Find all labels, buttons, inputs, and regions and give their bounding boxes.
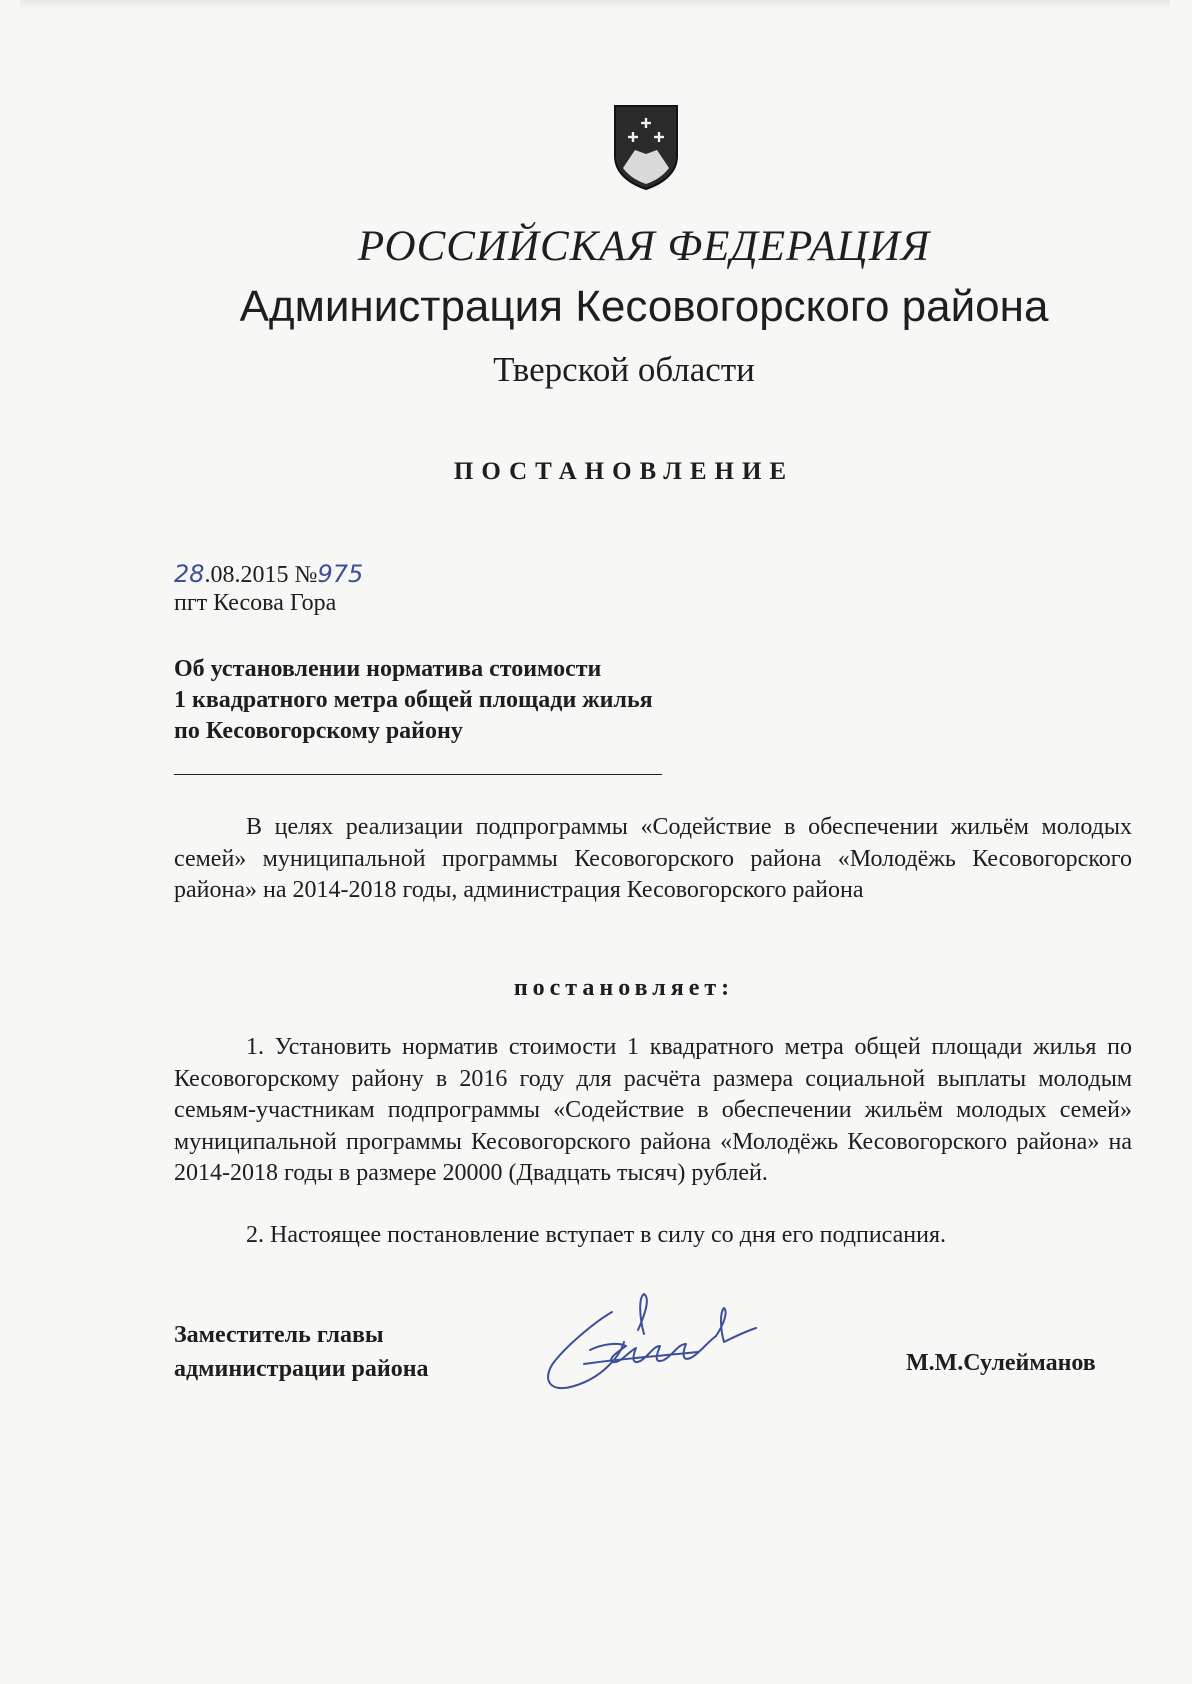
document-type: ПОСТАНОВЛЕНИЕ (453, 458, 795, 485)
signatory-title-line: Заместитель главы (174, 1322, 384, 1348)
preamble-paragraph: В целях реализации подпрограммы «Содействие в обеспечении жильём молодых семей» муниципальной программы Кесовогорского района «Молодёжь Кесовогорского района» на 2014-2018 годы, администрация Кесовогорского района (174, 814, 1132, 903)
subject-line: по Кесовогорскому району (174, 718, 463, 744)
handwritten-number: 975 (317, 560, 364, 588)
signatory-title (174, 1318, 429, 1386)
handwritten-day: 28 (174, 560, 205, 588)
coat-of-arms-icon (613, 104, 679, 190)
document-subject (174, 654, 653, 747)
resolution-item-2: 2. Настоящее постановление вступает в силу со дня его подписания. (246, 1222, 947, 1248)
resolves-heading: постановляет: (513, 975, 735, 1001)
administration-title: Администрация Кесовогорского района (239, 282, 1049, 331)
subject-divider (174, 774, 662, 775)
scan-artifact (20, 0, 1170, 10)
date-number-line (174, 560, 363, 589)
region-title: Тверской области (493, 350, 755, 389)
place-of-issue: пгт Кесова Гора (174, 590, 337, 616)
subject-line: Об установлении норматива стоимости (174, 656, 602, 682)
signatory-title-line: администрации района (174, 1356, 429, 1382)
subject-line: 1 квадратного метра общей площади жилья (174, 687, 653, 713)
signatory-name: М.М.Сулейманов (906, 1350, 1096, 1376)
country-title: РОССИЙСКАЯ ФЕДЕРАЦИЯ (357, 223, 931, 270)
date-printed: .08.2015 № (204, 562, 318, 588)
resolution-item-1: 1. Установить норматив стоимости 1 квадратного метра общей площади жилья по Кесовогорскому району в 2016 году для расчёта размера социальной выплаты молодым семьям-участникам подпрограммы «Содействие в обеспечении жильём молодых семей» муниципальной программы Кесовогорского района «Молодёжь Кесовогорского района» на 2014-2018 годы в размере 20000 (Двадцать тысяч) рублей. (174, 1034, 1132, 1186)
handwritten-signature (528, 1290, 768, 1400)
